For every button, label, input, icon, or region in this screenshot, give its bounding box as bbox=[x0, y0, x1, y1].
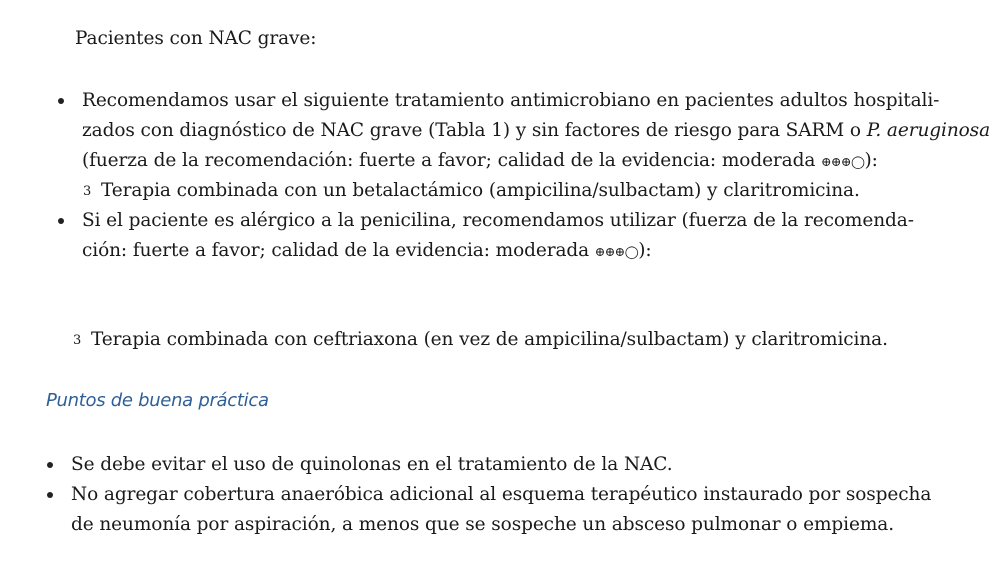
bullet-2-line-2-text: ción: fuerte a favor; calidad de la evidencia: moderada bbox=[82, 240, 590, 261]
bullet-marker bbox=[47, 462, 53, 468]
evidence-quality-symbol: ⊕⊕⊕◯ bbox=[594, 244, 639, 259]
good-practice-1-text: Se debe evitar el uso de quinolonas en el tratamiento de la NAC. bbox=[71, 454, 673, 475]
bullet-marker bbox=[58, 218, 64, 224]
good-practice-2-line-2: de neumonía por aspiración, a menos que se sospeche un absceso pulmonar o empiema. bbox=[71, 514, 894, 535]
bullet-2-line-2-end: ): bbox=[638, 240, 652, 261]
bullet-marker bbox=[47, 492, 53, 498]
bullet-1-line-1: Recomendamos usar el siguiente tratamiento antimicrobiano en pacientes adultos hospitali- bbox=[82, 90, 940, 111]
bullet-1-line-2 bbox=[82, 116, 990, 146]
subitem-marker: 3 bbox=[73, 333, 82, 348]
evidence-quality-symbol: ⊕⊕⊕◯ bbox=[821, 154, 865, 169]
bullet-1-line-3 bbox=[82, 146, 878, 177]
subitem-1-text: Terapia combinada con un betalactámico (ampicilina/sulbactam) y claritromicina. bbox=[101, 180, 860, 201]
bullet-1-line-3-text: (fuerza de la recomendación: fuerte a favor; calidad de la evidencia: moderada bbox=[82, 150, 816, 171]
bullet-marker bbox=[58, 98, 64, 104]
bullet-2-line-2 bbox=[82, 236, 652, 267]
subitem-2-text: Terapia combinada con ceftriaxona (en vez de ampicilina/sulbactam) y claritromicina. bbox=[91, 329, 888, 350]
pathogen-name: P. aeruginosa bbox=[866, 120, 990, 141]
good-practice-2-line-1: No agregar cobertura anaeróbica adicional al esquema terapéutico instaurado por sospecha bbox=[71, 484, 932, 505]
bullet-1-line-3-end: ): bbox=[864, 150, 878, 171]
intro-text: Pacientes con NAC grave: bbox=[75, 28, 317, 49]
bullet-1-line-2-text: zados con diagnóstico de NAC grave (Tabla 1) y sin factores de riesgo para SARM o bbox=[82, 120, 861, 141]
subitem-marker: 3 bbox=[83, 184, 92, 199]
section-heading: Puntos de buena práctica bbox=[46, 390, 269, 411]
bullet-2-line-1: Si el paciente es alérgico a la penicilina, recomendamos utilizar (fuerza de la recomenda- bbox=[82, 210, 914, 231]
